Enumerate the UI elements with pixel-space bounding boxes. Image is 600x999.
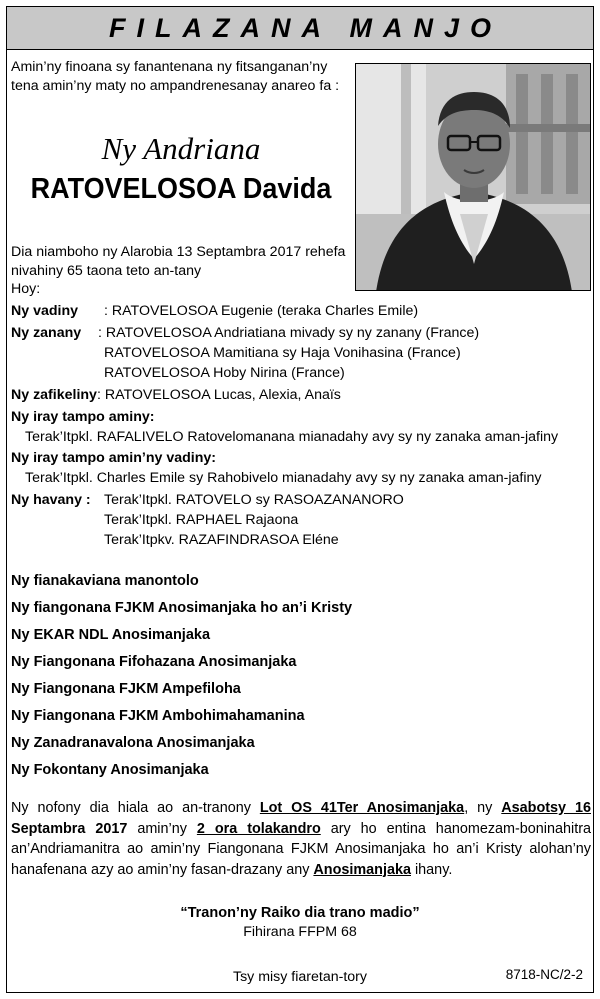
spouse-siblings-value: Terak’Itpkl. Charles Emile sy Rahobivelo mianadahy avy sy ny zanaka aman-jafiny	[25, 470, 542, 486]
reference-code: 8718-NC/2-2	[505, 967, 583, 982]
organization-item: Ny Zanadranavalona Anosimanjaka	[11, 735, 255, 751]
children-value-3: RATOVELOSOA Hoby Nirina (France)	[104, 365, 345, 381]
children-value-2: RATOVELOSOA Mamitiana sy Haja Vonihasina (France)	[104, 345, 461, 361]
funeral-text-4: amin’ny	[127, 820, 197, 837]
relation-children	[11, 323, 593, 383]
funeral-text-6: ihany.	[410, 861, 453, 878]
funeral-day: Asabotsy 16	[501, 800, 592, 816]
relation-spouse	[11, 301, 593, 321]
funeral-time: 2 ora tolakandro	[196, 820, 321, 837]
funeral-details	[11, 798, 591, 880]
intro-text: Amin’ny finoana sy fanantenana ny fitsanganan’ny tena amin’ny maty no ampandrenesanay anareo fa :	[11, 59, 340, 94]
relatives-value-3: Terak’Itpkv. RAZAFINDRASOA Eléne	[104, 532, 339, 548]
relatives-label: Ny havany :	[11, 492, 91, 508]
relatives-value-1: Terak’Itpkl. RATOVELO sy RASOAZANANORO	[104, 492, 404, 508]
hymn-reference: Fihirana FFPM 68	[243, 924, 357, 940]
funeral-place: Lot OS 41Ter Anosimanjaka	[259, 800, 465, 816]
organization-item: Ny Fiangonana FJKM Ampefiloha	[11, 681, 241, 697]
organization-item: Ny fianakaviana manontolo	[11, 573, 199, 589]
bible-quote: “Tranon’ny Raiko dia trano madio”	[180, 905, 420, 921]
spouse-value: : RATOVELOSOA Eugenie (teraka Charles Emile)	[104, 303, 419, 319]
organization-item: Ny Fokontany Anosimanjaka	[11, 762, 209, 778]
organization-item: Ny EKAR NDL Anosimanjaka	[11, 627, 211, 643]
organization-item: Ny fiangonana FJKM Anosimanjaka ho an’i Kristy	[11, 600, 353, 616]
organization-item: Ny Fiangonana Fifohazana Anosimanjaka	[11, 654, 297, 670]
burial-place: Anosimanjaka	[313, 861, 411, 878]
obituary-notice	[6, 6, 594, 993]
relatives-value-2: Terak’Itpkl. RAPHAEL Rajaona	[104, 512, 299, 528]
relation-grandchildren	[11, 385, 593, 405]
closing-note: Tsy misy fiaretan-tory	[232, 969, 368, 985]
hoy-label: Hoy:	[11, 281, 41, 297]
funeral-date: Septambra 2017	[11, 820, 128, 837]
relation-siblings	[11, 407, 593, 447]
organization-item: Ny Fiangonana FJKM Ambohimahamanina	[11, 708, 305, 724]
deceased-name: RATOVELOSOA Davida	[30, 173, 332, 205]
header-bar	[7, 7, 593, 50]
children-label: Ny zanany	[11, 325, 82, 341]
children-value-1: : RATOVELOSOA Andriatiana mivady sy ny zanany (France)	[98, 325, 480, 341]
grandchildren-value: : RATOVELOSOA Lucas, Alexia, Anaïs	[96, 387, 341, 403]
death-details	[11, 243, 351, 299]
siblings-label: Ny iray tampo aminy:	[11, 409, 155, 425]
siblings-value: Terak’Itpkl. RAFALIVELO Ratovelomanana mianadahy avy sy ny zanaka aman-jafiny	[25, 429, 559, 445]
spouse-label: Ny vadiny	[11, 303, 79, 319]
death-details-text: Dia niamboho ny Alarobia 13 Septambra 2017 rehefa nivahiny 65 taona teto an-tany	[11, 244, 346, 279]
funeral-text-1: Ny nofony dia hiala ao an-tranony	[11, 800, 260, 816]
spouse-siblings-label: Ny iray tampo amin’ny vadiny:	[11, 450, 216, 466]
deceased-title-prefix: Ny Andriana	[101, 131, 261, 166]
relation-spouse-siblings	[11, 448, 593, 488]
portrait-photo	[355, 63, 591, 291]
relation-relatives	[11, 490, 593, 550]
funeral-text-5: ary ho entina hanomezam-boninahitra an’Andriamanitra ao amin’ny Fiangonana FJKM Anosimanjaka ho an’i Kristy alohan’ny hanafenana azy ao amin’ny fasan-drazany any	[11, 820, 592, 878]
grandchildren-label: Ny zafikeliny	[11, 387, 97, 403]
header-title: FILAZANA MANJO	[109, 12, 502, 43]
portrait-photo-icon	[356, 64, 591, 291]
funeral-text-2: , ny	[464, 800, 502, 816]
